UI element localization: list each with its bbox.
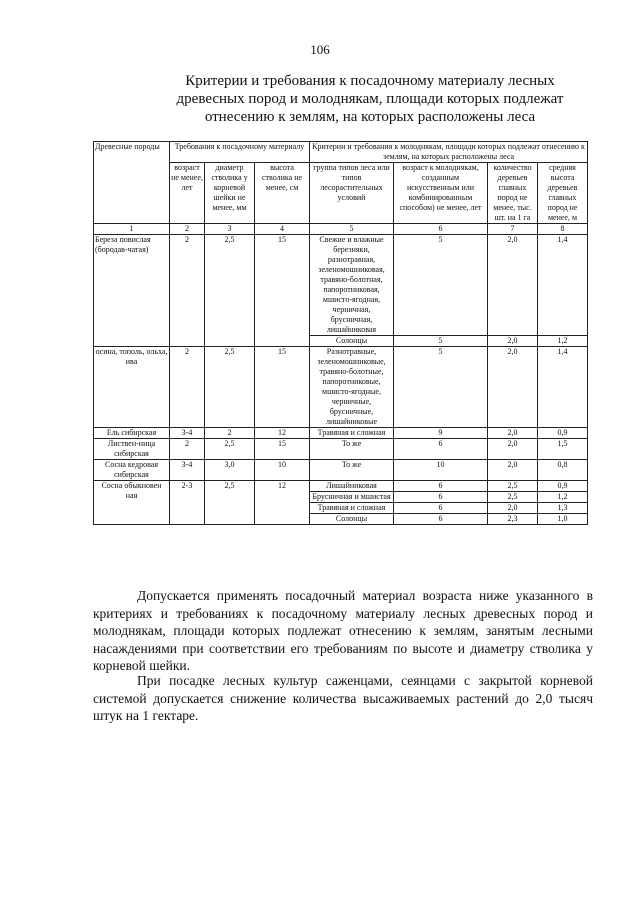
cell-species: Листвен-ница сибирская bbox=[94, 439, 170, 460]
cell-tree-count: 2,0 bbox=[488, 235, 538, 336]
header-planting-material: Требования к посадочному материалу bbox=[170, 142, 310, 163]
cell-tree-count: 2,0 bbox=[488, 439, 538, 460]
cell-average-height: 0,9 bbox=[538, 428, 588, 439]
cell-average-height: 1,3 bbox=[538, 503, 588, 514]
header-tree-count: количество деревьев главных пород не менее, тыс. шт. на 1 га bbox=[488, 163, 538, 224]
body-paragraph: При посадке лесных культур саженцами, сеянцами с закрытой корневой системой допускается снижение количества высаживаемых растений до 2,0 тысяч штук на 1 гектаре. bbox=[93, 673, 593, 723]
table-row bbox=[94, 428, 588, 439]
column-number: 6 bbox=[394, 224, 488, 235]
cell-young-age: 6 bbox=[394, 439, 488, 460]
column-number: 8 bbox=[538, 224, 588, 235]
cell-young-age: 10 bbox=[394, 460, 488, 481]
header-diameter: диаметр стволика у корневой шейки не менее, мм bbox=[205, 163, 255, 224]
cell-diameter: 2,5 bbox=[205, 235, 255, 347]
table-header-row bbox=[94, 142, 588, 163]
cell-average-height: 1,4 bbox=[538, 235, 588, 336]
column-number: 4 bbox=[255, 224, 310, 235]
cell-young-age: 6 bbox=[394, 514, 488, 525]
header-forest-type: группа типов леса или типов лесорастительных условий bbox=[310, 163, 394, 224]
cell-diameter: 2,5 bbox=[205, 481, 255, 525]
cell-young-age: 9 bbox=[394, 428, 488, 439]
cell-species: Ель сибирская bbox=[94, 428, 170, 439]
cell-tree-count: 2,0 bbox=[488, 347, 538, 428]
cell-species: Береза повислая (бородав-чатая) bbox=[94, 235, 170, 347]
cell-young-age: 5 bbox=[394, 336, 488, 347]
cell-height: 10 bbox=[255, 460, 310, 481]
cell-average-height: 1,5 bbox=[538, 439, 588, 460]
table-row bbox=[94, 439, 588, 460]
cell-forest-type: Солонцы bbox=[310, 336, 394, 347]
cell-young-age: 5 bbox=[394, 347, 488, 428]
document-title bbox=[160, 72, 580, 126]
cell-age: 3-4 bbox=[170, 428, 205, 439]
cell-average-height: 1,2 bbox=[538, 336, 588, 347]
cell-species: Сосна обыкновен ная bbox=[94, 481, 170, 525]
cell-species: осина, тополь, ольха, ива bbox=[94, 347, 170, 428]
cell-tree-count: 2,0 bbox=[488, 503, 538, 514]
cell-tree-count: 2,3 bbox=[488, 514, 538, 525]
cell-height: 15 bbox=[255, 347, 310, 428]
column-number: 3 bbox=[205, 224, 255, 235]
cell-height: 12 bbox=[255, 481, 310, 525]
cell-tree-count: 2,0 bbox=[488, 460, 538, 481]
column-number: 5 bbox=[310, 224, 394, 235]
header-young-age: возраст к молоднякам, созданным искусственным или комбинированным способом) не менее, лет bbox=[394, 163, 488, 224]
cell-forest-type: Брусничная и мшистая bbox=[310, 492, 394, 503]
cell-young-age: 6 bbox=[394, 492, 488, 503]
cell-species: Сосна кедровая сибирская bbox=[94, 460, 170, 481]
header-average-height: средняя высота деревьев главных пород не менее, м bbox=[538, 163, 588, 224]
cell-tree-count: 2,5 bbox=[488, 481, 538, 492]
cell-forest-type: То же bbox=[310, 460, 394, 481]
title-line: Критерии и требования к посадочному материалу лесных bbox=[185, 73, 555, 89]
table-row bbox=[94, 460, 588, 481]
header-height: высота стволика не менее, см bbox=[255, 163, 310, 224]
cell-age: 2-3 bbox=[170, 481, 205, 525]
cell-diameter: 2,5 bbox=[205, 347, 255, 428]
header-age: возраст не менее, лет bbox=[170, 163, 205, 224]
cell-tree-count: 2,0 bbox=[488, 428, 538, 439]
cell-height: 15 bbox=[255, 235, 310, 347]
cell-height: 12 bbox=[255, 428, 310, 439]
column-number: 1 bbox=[94, 224, 170, 235]
cell-height: 15 bbox=[255, 439, 310, 460]
page-number: 106 bbox=[310, 42, 330, 57]
criteria-table bbox=[93, 141, 588, 525]
body-paragraph: Допускается применять посадочный материал возраста ниже указанного в критериях и требованиях к посадочному материалу лесных древесных пород и молоднякам, площади которых подлежат отнесению к землям, занятым лесными насаждениями при соответствии его требованиям по высоте и диаметру стволика у корневой шейки. bbox=[93, 588, 593, 673]
cell-average-height: 1,0 bbox=[538, 514, 588, 525]
cell-average-height: 0,8 bbox=[538, 460, 588, 481]
cell-tree-count: 2,5 bbox=[488, 492, 538, 503]
header-young-stands: Критерии и требования к молоднякам, площади которых подлежат отнесению к землям, на которых расположены леса bbox=[310, 142, 588, 163]
column-number: 2 bbox=[170, 224, 205, 235]
cell-average-height: 1,4 bbox=[538, 347, 588, 428]
cell-young-age: 6 bbox=[394, 481, 488, 492]
cell-forest-type: Разнотравные, зеленомошниковые, травяно-болотные, папоротниковые, мшисто-ягодные, черничные, брусничные, лишайниковые bbox=[310, 347, 394, 428]
cell-young-age: 6 bbox=[394, 503, 488, 514]
cell-forest-type: Лишайниковая bbox=[310, 481, 394, 492]
table-row bbox=[94, 347, 588, 428]
cell-forest-type: То же bbox=[310, 439, 394, 460]
cell-forest-type: Травяная и сложная bbox=[310, 428, 394, 439]
cell-diameter: 3,0 bbox=[205, 460, 255, 481]
cell-average-height: 0,9 bbox=[538, 481, 588, 492]
column-number: 7 bbox=[488, 224, 538, 235]
cell-diameter: 2 bbox=[205, 428, 255, 439]
cell-forest-type: Травяная и сложная bbox=[310, 503, 394, 514]
column-number-row bbox=[94, 224, 588, 235]
cell-diameter: 2,5 bbox=[205, 439, 255, 460]
cell-age: 3-4 bbox=[170, 460, 205, 481]
cell-young-age: 5 bbox=[394, 235, 488, 336]
title-line: отнесению к землям, на которых расположены леса bbox=[204, 109, 536, 125]
cell-age: 2 bbox=[170, 235, 205, 347]
cell-age: 2 bbox=[170, 439, 205, 460]
header-species: Древесные породы bbox=[94, 142, 170, 224]
cell-age: 2 bbox=[170, 347, 205, 428]
cell-forest-type: Свежие и влажные березняки, разнотравная, зеленомошниковая, травяно-болотная, папоротниковая, мшисто-ягодная, черничная, брусничная, лишайниковая bbox=[310, 235, 394, 336]
title-line: древесных пород и молоднякам, площади которых подлежат bbox=[176, 91, 564, 107]
cell-tree-count: 2,0 bbox=[488, 336, 538, 347]
cell-forest-type: Солонцы bbox=[310, 514, 394, 525]
table-row bbox=[94, 235, 588, 336]
cell-average-height: 1,2 bbox=[538, 492, 588, 503]
table-row bbox=[94, 481, 588, 492]
